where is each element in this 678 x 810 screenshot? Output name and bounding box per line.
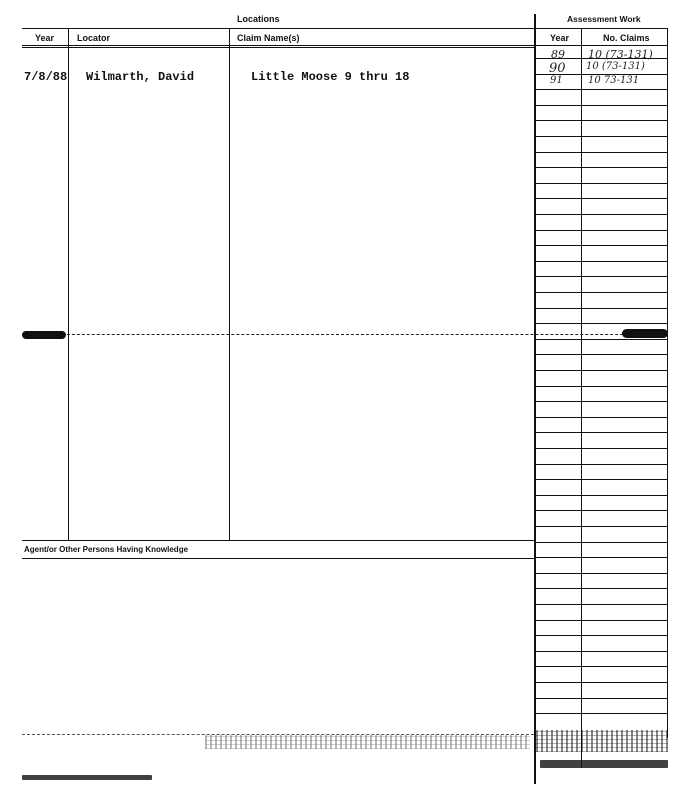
assessment-row-rule	[536, 89, 668, 90]
assessment-row-rule	[536, 339, 668, 340]
assessment-row-rule	[536, 417, 668, 418]
top-rule	[22, 28, 668, 29]
assessment-row-rule	[536, 183, 668, 184]
assessment-row-rule	[536, 698, 668, 699]
assessment-row-rule	[536, 152, 668, 153]
assessment-column-divider	[581, 28, 582, 768]
assessment-row-rule	[536, 479, 668, 480]
assessment-row-rule	[536, 323, 668, 324]
assessment-row-rule	[536, 432, 668, 433]
agent-bottom-rule	[22, 558, 534, 559]
assessment-row-rule	[536, 495, 668, 496]
assessment-right-border	[667, 28, 668, 738]
assessment-work-header: Assessment Work	[567, 14, 641, 24]
assessment-row-rule	[536, 604, 668, 605]
assessment-row-rule	[536, 542, 668, 543]
locator-column-header: Locator	[77, 33, 111, 43]
assessment-row-rule	[536, 292, 668, 293]
locations-header: Locations	[237, 14, 280, 24]
header-rule	[22, 45, 668, 46]
assessment-row-rule	[536, 620, 668, 621]
assessment-row-rule	[536, 464, 668, 465]
assessment-row-rule	[536, 386, 668, 387]
assessment-row-rule	[536, 713, 668, 714]
assessment-row-rule	[536, 120, 668, 121]
assessment-left-border	[534, 14, 536, 784]
assessment-row-rule	[536, 510, 668, 511]
claim-names-column-header: Claim Name(s)	[237, 33, 300, 43]
assessment-row-rule	[536, 245, 668, 246]
scan-bar-bottom-left	[22, 775, 152, 780]
assessment-year-header: Year	[550, 33, 570, 43]
assessment-row-rule	[536, 136, 668, 137]
assessment-row-rule	[536, 276, 668, 277]
entry-locator: Wilmarth, David	[86, 70, 195, 84]
assessment-row-rule	[536, 370, 668, 371]
assessment-row-rule	[536, 214, 668, 215]
entry-date: 7/8/88	[24, 70, 68, 84]
section-divider	[22, 334, 668, 336]
entry-claim-names: Little Moose 9 thru 18	[251, 70, 410, 84]
assessment-row-rule	[536, 635, 668, 636]
assessment-row-rule	[536, 448, 668, 449]
assessment-row-rule	[536, 230, 668, 231]
assessment-claims-1: 10 (73-131)	[588, 48, 653, 61]
assessment-year-2: 90	[549, 61, 566, 76]
punch-mark-left	[22, 331, 66, 339]
scan-bar-right	[540, 760, 668, 768]
assessment-row-rule	[536, 526, 668, 527]
year-column-divider	[68, 28, 69, 540]
assessment-year-1: 89	[551, 48, 565, 61]
assessment-claims-3: 10 73-131	[588, 75, 640, 86]
year-column-header: Year	[35, 33, 55, 43]
assessment-row-rule	[536, 308, 668, 309]
no-claims-header: No. Claims	[603, 33, 650, 43]
assessment-row-rule	[536, 105, 668, 106]
assessment-row-rule	[536, 573, 668, 574]
assessment-row-rule	[536, 198, 668, 199]
scan-noise-right	[536, 730, 668, 752]
agent-label: Agent/or Other Persons Having Knowledge	[24, 545, 189, 554]
assessment-row-rule	[536, 557, 668, 558]
assessment-row-rule	[536, 167, 668, 168]
scan-noise-middle	[205, 735, 530, 749]
assessment-row-rule	[536, 261, 668, 262]
agent-top-rule	[22, 540, 534, 541]
punch-mark-right	[622, 329, 668, 338]
locator-column-divider	[229, 28, 230, 540]
assessment-row-rule	[536, 682, 668, 683]
assessment-row-rule	[536, 354, 668, 355]
assessment-year-3: 91	[550, 75, 563, 86]
assessment-row-rule	[536, 588, 668, 589]
header-rule-2	[22, 47, 534, 48]
assessment-row-rule	[536, 651, 668, 652]
assessment-row-rule	[536, 401, 668, 402]
assessment-claims-2: 10 (73-131)	[586, 61, 645, 72]
assessment-row-rule	[536, 666, 668, 667]
